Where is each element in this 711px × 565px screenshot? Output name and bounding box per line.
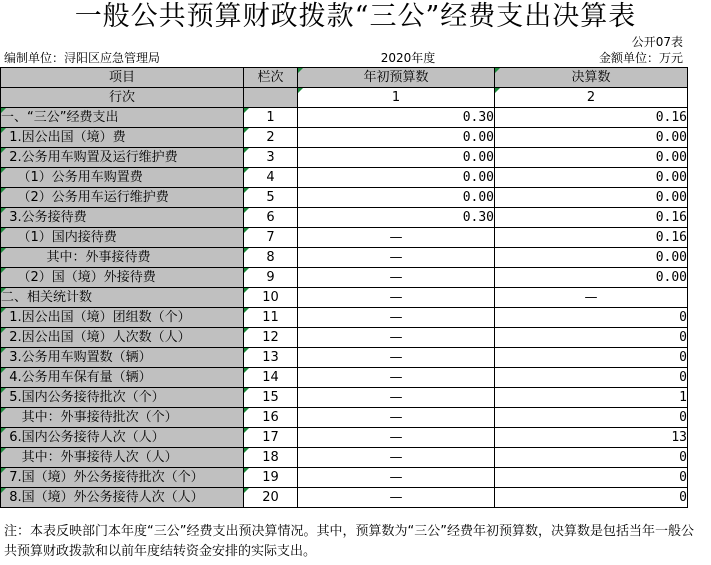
row-budget: —: [298, 248, 495, 268]
table-number: 公开07表: [631, 35, 683, 49]
table-row: [1, 208, 688, 228]
row-label: 8.国（境）外公务接待人次（人）: [1, 488, 244, 508]
row-lineno: 7: [244, 228, 298, 248]
row-budget: —: [298, 408, 495, 428]
row-label: 其中：外事接待批次（个）: [1, 408, 244, 428]
row-label: 1.因公出国（境）费: [1, 128, 244, 148]
header-final: 决算数: [495, 68, 688, 88]
row-label: （2）公务用车运行维护费: [1, 188, 244, 208]
row-final: 0: [495, 328, 688, 348]
row-label: （1）公务用车购置费: [1, 168, 244, 188]
row-final: 0.00: [495, 188, 688, 208]
row-budget: 0.30: [298, 208, 495, 228]
row-label: 4.公务用车保有量（辆）: [1, 368, 244, 388]
header-col-2: 2: [495, 88, 688, 108]
row-lineno: 12: [244, 328, 298, 348]
row-lineno: 13: [244, 348, 298, 368]
row-budget: —: [298, 448, 495, 468]
table-row: [1, 108, 688, 128]
row-budget: 0.00: [298, 148, 495, 168]
table-row: [1, 268, 688, 288]
row-label: （2）国（境）外接待费: [1, 268, 244, 288]
table-row: [1, 388, 688, 408]
header-lineno: 栏次: [244, 68, 298, 88]
row-lineno: 9: [244, 268, 298, 288]
table-row: [1, 448, 688, 468]
row-label: 2.公务用车购置及运行维护费: [1, 148, 244, 168]
row-final: 0.00: [495, 128, 688, 148]
row-label: 二、相关统计数: [1, 288, 244, 308]
row-final: 0.00: [495, 148, 688, 168]
row-budget: —: [298, 428, 495, 448]
table-row: [1, 188, 688, 208]
row-budget: —: [298, 488, 495, 508]
table-row: [1, 428, 688, 448]
row-budget: —: [298, 468, 495, 488]
row-lineno: 17: [244, 428, 298, 448]
row-final: 0.00: [495, 248, 688, 268]
row-budget: —: [298, 268, 495, 288]
row-final: 0: [495, 308, 688, 328]
table-row: [1, 468, 688, 488]
row-final: 0.00: [495, 168, 688, 188]
table-row: [1, 348, 688, 368]
row-final: —: [495, 288, 688, 308]
row-budget: 0.30: [298, 108, 495, 128]
row-budget: —: [298, 288, 495, 308]
row-lineno: 14: [244, 368, 298, 388]
expenditure-table: [0, 67, 688, 508]
table-row: [1, 228, 688, 248]
row-lineno: 16: [244, 408, 298, 428]
row-final: 0: [495, 468, 688, 488]
row-label: 其中：外事接待费: [1, 248, 244, 268]
row-lineno: 8: [244, 248, 298, 268]
row-final: 0.16: [495, 228, 688, 248]
table-row: [1, 288, 688, 308]
page-title: 一般公共预算财政拨款“三公”经费支出决算表: [74, 1, 637, 32]
row-lineno: 20: [244, 488, 298, 508]
table-row: [1, 308, 688, 328]
row-label: 6.国内公务接待人次（人）: [1, 428, 244, 448]
row-final: 1: [495, 388, 688, 408]
row-label: 5.国内公务接待批次（个）: [1, 388, 244, 408]
row-lineno: 10: [244, 288, 298, 308]
row-lineno: 18: [244, 448, 298, 468]
table-row: [1, 248, 688, 268]
row-budget: —: [298, 328, 495, 348]
table-row: [1, 148, 688, 168]
row-final: 0: [495, 348, 688, 368]
row-lineno: 15: [244, 388, 298, 408]
row-budget: —: [298, 348, 495, 368]
row-label: 1.因公出国（境）团组数（个）: [1, 308, 244, 328]
currency-unit: 金额单位：万元: [598, 51, 683, 65]
table-row: [1, 408, 688, 428]
row-budget: —: [298, 388, 495, 408]
row-final: 0: [495, 408, 688, 428]
table-row: [1, 128, 688, 148]
row-final: 0: [495, 448, 688, 468]
row-final: 13: [495, 428, 688, 448]
footnote: 注：本表反映部门本年度“三公”经费支出预决算情况。其中，预算数为“三公”经费年初预算数，决算数是包括当年一般公共预算财政拨款和以前年度结转资金安排的实际支出。: [4, 524, 694, 559]
row-lineno: 11: [244, 308, 298, 328]
header-row: [1, 68, 688, 88]
compiling-unit: 编制单位：浔阳区应急管理局: [4, 51, 161, 65]
table-row: [1, 368, 688, 388]
row-label: 3.公务用车购置数（辆）: [1, 348, 244, 368]
row-final: 0: [495, 368, 688, 388]
fiscal-year: 2020年度: [380, 51, 436, 65]
row-lineno: 6: [244, 208, 298, 228]
header-row-2: [1, 88, 688, 108]
header-item: 项目: [1, 68, 244, 88]
row-final: 0.00: [495, 268, 688, 288]
row-lineno: 5: [244, 188, 298, 208]
row-lineno: 3: [244, 148, 298, 168]
row-budget: 0.00: [298, 168, 495, 188]
row-label: 一、“三公”经费支出: [1, 108, 244, 128]
row-label: 其中：外事接待人次（人）: [1, 448, 244, 468]
table-row: [1, 488, 688, 508]
row-final: 0.16: [495, 208, 688, 228]
table-row: [1, 328, 688, 348]
row-budget: —: [298, 228, 495, 248]
row-label: 3.公务接待费: [1, 208, 244, 228]
header-lineno-blank: [244, 88, 298, 108]
row-budget: 0.00: [298, 188, 495, 208]
row-final: 0: [495, 488, 688, 508]
row-lineno: 4: [244, 168, 298, 188]
row-label: 7.国（境）外公务接待批次（个）: [1, 468, 244, 488]
row-lineno: 2: [244, 128, 298, 148]
row-budget: —: [298, 308, 495, 328]
row-final: 0.16: [495, 108, 688, 128]
row-budget: 0.00: [298, 128, 495, 148]
table-row: [1, 168, 688, 188]
header-row-index: 行次: [1, 88, 244, 108]
header-budget: 年初预算数: [298, 68, 495, 88]
row-lineno: 19: [244, 468, 298, 488]
header-col-1: 1: [298, 88, 495, 108]
row-budget: —: [298, 368, 495, 388]
row-label: （1）国内接待费: [1, 228, 244, 248]
row-lineno: 1: [244, 108, 298, 128]
row-label: 2.因公出国（境）人次数（人）: [1, 328, 244, 348]
